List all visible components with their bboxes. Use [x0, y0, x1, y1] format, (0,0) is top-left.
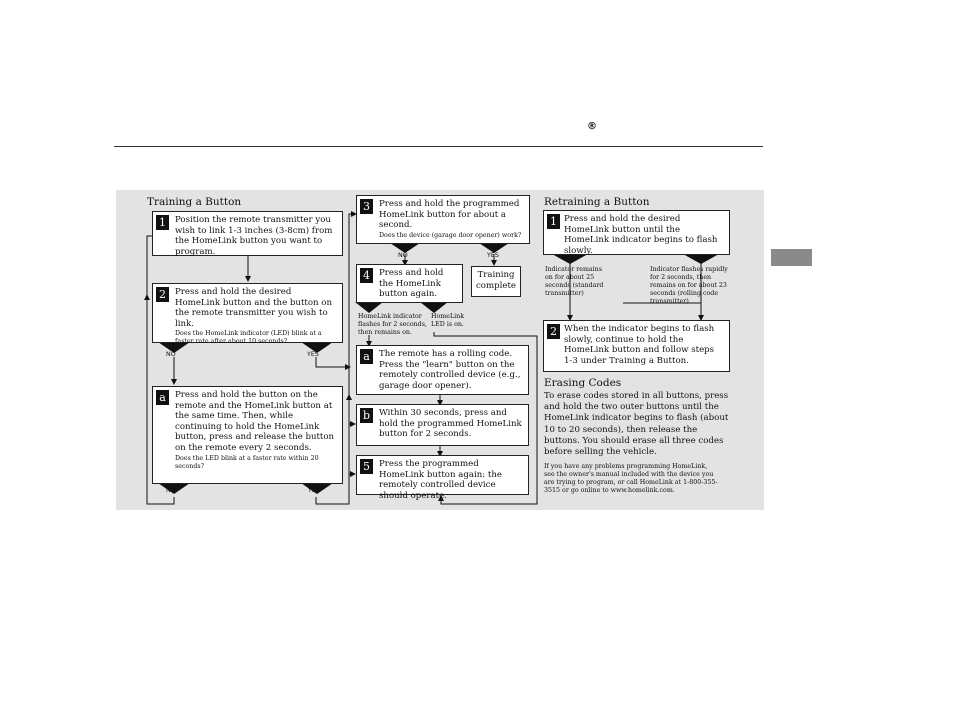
step-question: Does the LED blink at a faster rate within 20 seconds? — [175, 454, 319, 470]
training-complete-box — [471, 266, 521, 297]
label-no: NO — [166, 487, 176, 494]
step-text: Press and hold the programmed HomeLink button for about a second. — [379, 199, 520, 231]
registered-mark: ® — [587, 121, 597, 132]
step-number: 5 — [360, 459, 373, 474]
training-step-2 — [152, 283, 343, 346]
erasing-text: To erase codes stored in all buttons, press and hold the two outer buttons until the HomeLink indicator begins to flash (about 10 to 20 seconds), then release the buttons. You should erase all three codes before selling the vehicle. — [544, 391, 729, 458]
label-yes: YES — [308, 487, 320, 494]
step-number: 3 — [360, 199, 373, 214]
step-number: a — [360, 349, 373, 364]
step-text: When the indicator begins to flash slowly, continue to hold the HomeLink button and follow steps 1-3 under Training a Button. — [564, 324, 715, 366]
erasing-heading: Erasing Codes — [544, 377, 622, 389]
branch-label-led-on: HomeLink LED is on. — [431, 313, 465, 328]
retraining-branch-rolling: Indicator flashes rapidly for 2 seconds, then remains on for about 23 seconds (rolling code transmitter) — [650, 266, 728, 305]
step-text: Position the remote transmitter you wish to link 1-3 inches (3-8cm) from the HomeLink button you want to program. — [175, 215, 333, 257]
training-step-5 — [356, 455, 529, 501]
help-note: If you have any problems programming HomeLink, see the owner's manual included with the device you are trying to program, or call HomeLink at 1-800-355-3515 or go online to www.homelink.com. — [544, 463, 718, 494]
step-question: Does the HomeLink indicator (LED) blink at a faster rate after about 10 seconds? — [175, 330, 322, 346]
step-number: 2 — [156, 287, 169, 302]
training-heading: Training a Button — [147, 196, 242, 208]
step-text: Within 30 seconds, press and hold the programmed HomeLink button for 2 seconds. — [379, 408, 522, 440]
label-no: NO — [398, 252, 408, 259]
retraining-step-2 — [543, 320, 730, 372]
rolling-step-b — [356, 404, 529, 446]
training-step-4 — [356, 264, 463, 303]
step-text: Press the programmed HomeLink button again: the remotely controlled device should operate. — [379, 459, 502, 501]
step-number: a — [156, 390, 169, 405]
branch-label-flashes: HomeLink indicator flashes for 2 seconds, then remains on. — [358, 313, 427, 336]
retraining-branch-standard: Indicator remains on for about 25 seconds (standard transmitter) — [545, 266, 604, 297]
training-step-a — [152, 386, 343, 484]
training-complete-text: Training complete — [475, 270, 516, 291]
step-question: Does the device (garage door opener) work? — [379, 231, 522, 239]
step-text: Press and hold the HomeLink button again. — [379, 268, 444, 300]
label-no: NO — [166, 351, 176, 358]
step-number: 2 — [547, 324, 560, 339]
label-yes: YES — [487, 252, 499, 259]
label-yes: YES — [307, 351, 319, 358]
step-text: The remote has a rolling code. Press the "learn" button on the remotely controlled device (e.g., garage door opener). — [379, 349, 521, 391]
step-text: Press and hold the button on the remote and the HomeLink button at the same time. Then, while continuing to hold the HomeLink button, press and release the button on the remote every 2 seconds. — [175, 390, 335, 453]
step-number: b — [360, 408, 373, 423]
training-step-3 — [356, 195, 530, 244]
retraining-heading: Retraining a Button — [544, 196, 650, 208]
step-text: Press and hold the desired HomeLink button until the HomeLink indicator begins to flash slowly. — [564, 214, 718, 256]
step-number: 4 — [360, 268, 373, 283]
retraining-step-1 — [543, 210, 730, 255]
training-step-1 — [152, 211, 343, 256]
step-number: 1 — [156, 215, 169, 230]
step-number: 1 — [547, 214, 560, 229]
step-text: Press and hold the desired HomeLink button and the button on the remote transmitter you wish to link. — [175, 287, 333, 329]
rolling-step-a — [356, 345, 529, 395]
